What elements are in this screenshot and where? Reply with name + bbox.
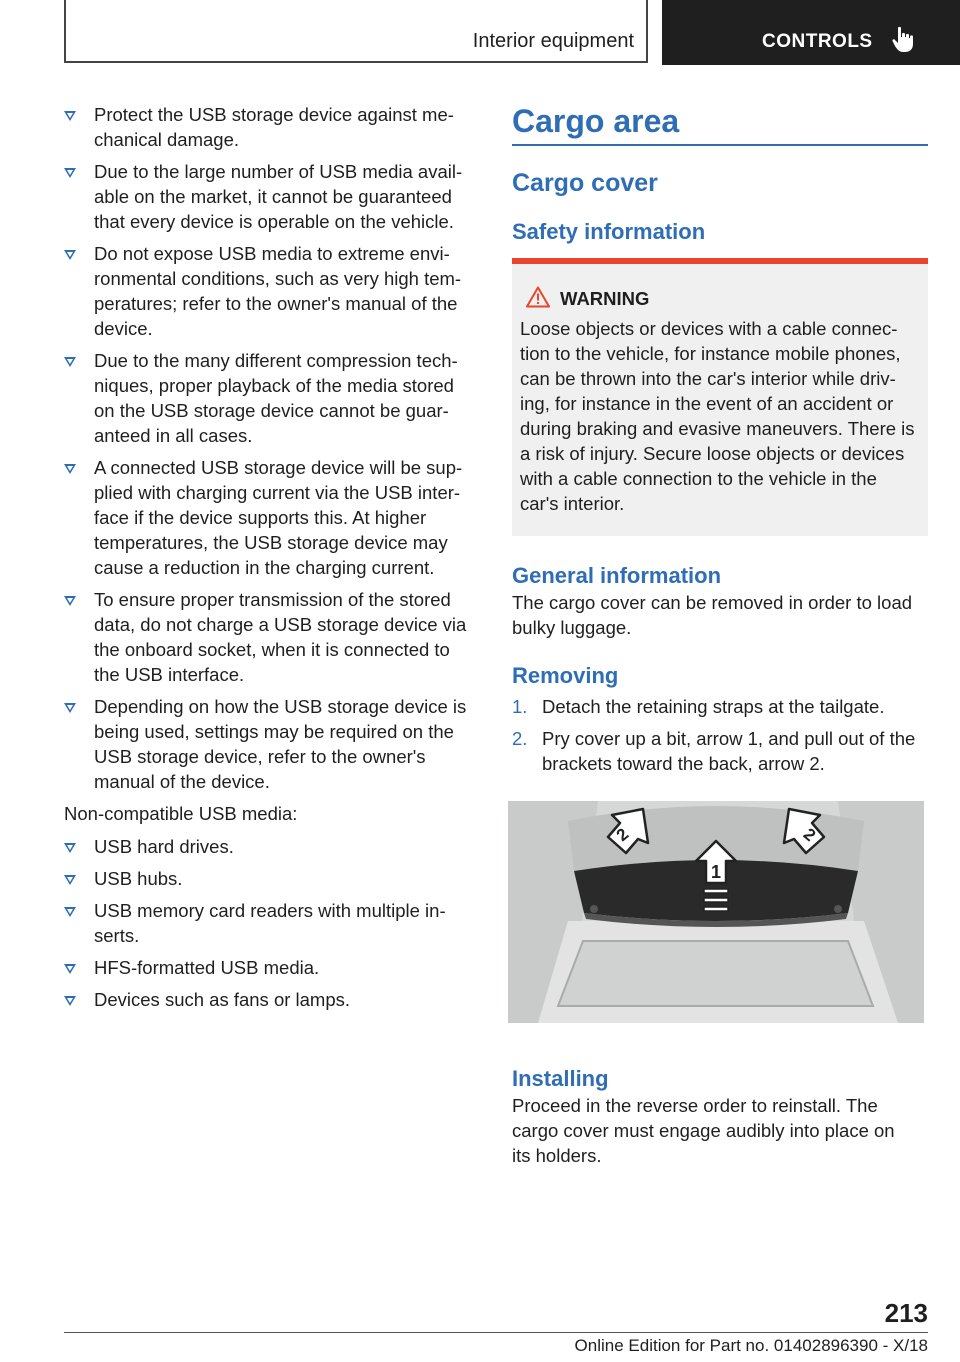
- list-item-text: USB memory card readers with multiple in- serts.: [94, 900, 446, 946]
- subsection-title: Cargo cover: [512, 169, 658, 197]
- installing-text: Proceed in the reverse order to reinstall. The cargo cover must engage audibly into place on its holders.: [512, 1095, 895, 1166]
- installing-heading: Installing: [512, 1066, 609, 1091]
- list-item-text: USB hard drives.: [94, 836, 234, 857]
- step-text: Pry cover up a bit, arrow 1, and pull out of the brackets toward the back, arrow 2.: [542, 728, 916, 774]
- list-item: [64, 955, 480, 980]
- usb-precautions-list: [64, 102, 480, 794]
- bullet-triangle-icon: [64, 996, 76, 1006]
- list-item-text: A connected USB storage device will be sup- plied with charging current via the USB inter- face if the device supports this. At higher temperatures, the USB storage device may cause a reduction in the charging current.: [94, 457, 463, 578]
- bullet-triangle-icon: [64, 907, 76, 917]
- bullet-triangle-icon: [64, 250, 76, 260]
- list-item: [64, 866, 480, 891]
- list-item: [64, 348, 480, 448]
- bullet-triangle-icon: [64, 596, 76, 606]
- page-number: 213: [884, 1298, 928, 1328]
- bullet-triangle-icon: [64, 843, 76, 853]
- figure-arrow-1-label: 1: [710, 862, 722, 882]
- footer-edition: Online Edition for Part no. 01402896390 - X/18: [574, 1336, 928, 1355]
- bullet-triangle-icon: [64, 464, 76, 474]
- step-text: Detach the retaining straps at the tailgate.: [542, 696, 885, 717]
- list-item-text: Devices such as fans or lamps.: [94, 989, 351, 1010]
- list-item-text: HFS-formatted USB media.: [94, 957, 320, 978]
- warning-text: Loose objects or devices with a cable connec- tion to the vehicle, for instance mobile phones, can be thrown into the car's interior while driv- ing, for instance in the event of an accident or during braking and evasive maneuvers. There is a risk of injury. Secure loose objects or devices with a cable connection to the vehicle in the car's interior.: [520, 318, 915, 514]
- list-item: [64, 694, 480, 794]
- removing-steps-list: [512, 694, 928, 776]
- list-item-text: Depending on how the USB storage device is being used, settings may be required on the USB storage device, refer to the owner's manual of the device.: [94, 696, 467, 792]
- warning-label: WARNING: [560, 288, 650, 309]
- list-item: [64, 102, 480, 152]
- bullet-triangle-icon: [64, 875, 76, 885]
- left-column: [64, 102, 480, 1019]
- cargo-cover-figure: [508, 801, 924, 1023]
- header-chapter-title: CONTROLS: [762, 31, 873, 52]
- section-title: Cargo area: [512, 100, 928, 146]
- general-heading: General information: [512, 563, 722, 588]
- header-section-title: Interior equipment: [472, 30, 634, 52]
- pointing-hand-icon: [892, 26, 918, 54]
- list-item-text: Due to the many different compression tech- niques, proper playback of the media stored on the USB storage device cannot be guar- anteed in all cases.: [94, 350, 458, 446]
- warning-triangle-icon: [526, 286, 550, 308]
- non-compatible-label: Non-compatible USB media:: [64, 803, 298, 824]
- list-item-text: USB hubs.: [94, 868, 183, 889]
- removing-heading: Removing: [512, 663, 619, 688]
- step-number: 1.: [512, 696, 528, 717]
- figure-arrow-2-left-label: 2: [612, 824, 633, 846]
- bullet-triangle-icon: [64, 964, 76, 974]
- warning-box: [512, 258, 928, 536]
- warning-header: [520, 286, 920, 312]
- safety-heading: Safety information: [512, 219, 706, 244]
- list-item: [64, 587, 480, 687]
- non-compatible-list: [64, 834, 480, 1012]
- bullet-triangle-icon: [64, 168, 76, 178]
- list-item: [64, 241, 480, 341]
- figure-arrow-2-right-label: 2: [799, 824, 820, 846]
- list-item-text: Do not expose USB media to extreme envi- ronmental conditions, such as very high tem- peratures; refer to the owner's manual of the device.: [94, 243, 462, 339]
- list-item: [64, 898, 480, 948]
- general-text: The cargo cover can be removed in order to load bulky luggage.: [512, 592, 913, 638]
- footer-divider: [64, 1332, 928, 1333]
- bullet-triangle-icon: [64, 111, 76, 121]
- list-item: [64, 834, 480, 859]
- right-column: [512, 100, 928, 1168]
- list-item: [64, 159, 480, 234]
- list-item: [64, 987, 480, 1012]
- list-item-text: Due to the large number of USB media avail- able on the market, it cannot be guaranteed that every device is operable on the vehicle.: [94, 161, 463, 232]
- header-chapter-box: [662, 0, 960, 65]
- header-section-box: [64, 0, 648, 63]
- list-item-text: To ensure proper transmission of the stored data, do not charge a USB storage device via the onboard socket, when it is connected to the USB interface.: [94, 589, 467, 685]
- bullet-triangle-icon: [64, 357, 76, 367]
- list-item: [512, 726, 928, 776]
- bullet-triangle-icon: [64, 703, 76, 713]
- list-item: [64, 455, 480, 580]
- list-item: [512, 694, 928, 719]
- list-item-text: Protect the USB storage device against me- chanical damage.: [94, 104, 454, 150]
- step-number: 2.: [512, 728, 528, 749]
